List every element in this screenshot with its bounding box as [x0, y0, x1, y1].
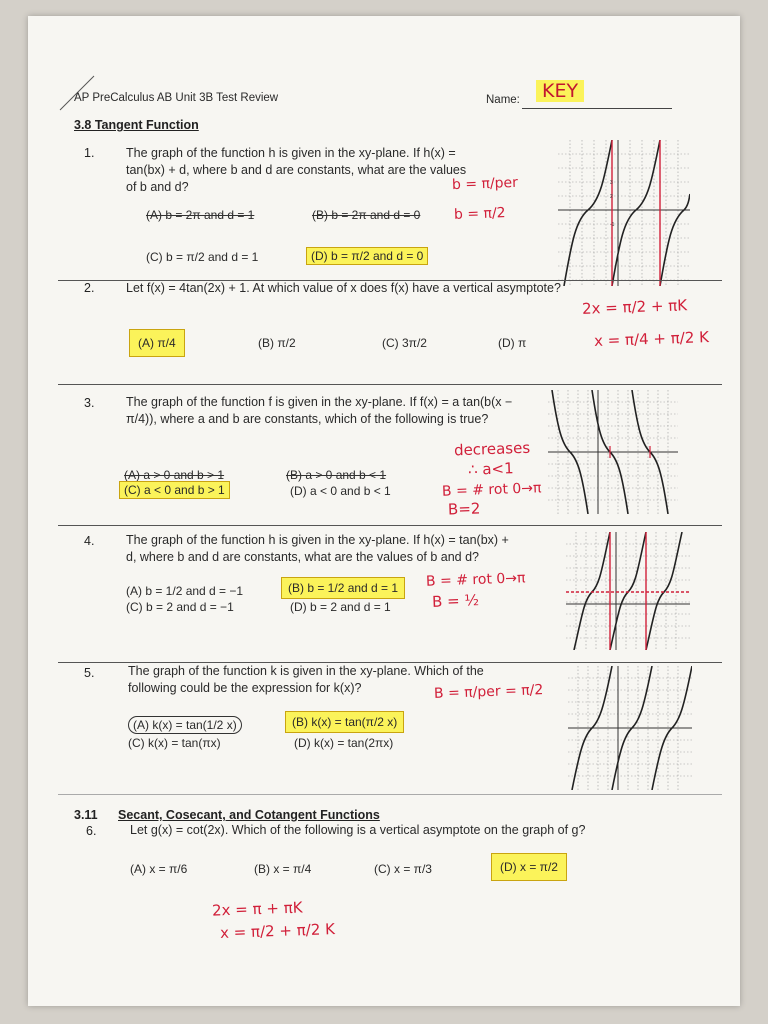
name-value: KEY: [536, 80, 584, 102]
q1-choice-d[interactable]: (D) b = π/2 and d = 0: [307, 248, 427, 264]
q3-choice-d[interactable]: (D) a < 0 and b < 1: [290, 484, 391, 498]
q6-choice-d[interactable]: (D) x = π/2: [492, 854, 566, 880]
q3-note-1: decreases: [453, 438, 531, 460]
question-1-text: The graph of the function h is given in the xy-plane. If h(x) = tan(bx) + d, where b and d are constants, what are the values of b and d?: [126, 146, 467, 194]
section-3-8-title: 3.8 Tangent Function: [74, 118, 199, 132]
q4-choice-c[interactable]: (C) b = 2 and d = −1: [126, 600, 234, 614]
q5-choice-a[interactable]: (A) k(x) = tan(1/2 x): [128, 716, 242, 734]
q3-choice-c[interactable]: (C) a < 0 and b > 1: [120, 482, 229, 498]
q6-note-1: 2x = π + πK: [211, 898, 303, 920]
question-3-number: 3.: [84, 396, 95, 410]
question-3-text: The graph of the function f is given in the xy-plane. If f(x) = a tan(b(x − π/4)), where a and b are constants, which of the following is true?: [126, 395, 513, 426]
q1-choice-c[interactable]: (C) b = π/2 and d = 1: [146, 250, 259, 264]
q1-choice-a[interactable]: (A) b = 2π and d = 1: [146, 208, 255, 222]
question-2-number: 2.: [84, 281, 95, 295]
q3-choice-a[interactable]: (A) a > 0 and b > 1: [124, 468, 225, 482]
q1-note-1: b = π/per: [451, 174, 519, 194]
q4-choice-a[interactable]: (A) b = 1/2 and d = −1: [126, 584, 244, 598]
q5-choice-c[interactable]: (C) k(x) = tan(πx): [128, 736, 221, 750]
question-5-text: The graph of the function k is given in the xy-plane. Which of the following could be the expression for k(x)?: [128, 664, 484, 695]
question-4-text: The graph of the function h is given in the xy-plane. If h(x) = tan(bx) + d, where b and d are constants, what are the values of b and d?: [126, 533, 509, 564]
q6-choice-c[interactable]: (C) x = π/3: [374, 862, 432, 876]
q5-note-1: B = π/per = π/2: [433, 682, 544, 702]
question-4-number: 4.: [84, 534, 95, 548]
q6-choice-b[interactable]: (B) x = π/4: [254, 862, 312, 876]
q5-choice-d[interactable]: (D) k(x) = tan(2πx): [294, 736, 394, 750]
question-1-number: 1.: [84, 146, 95, 160]
svg-text:-1: -1: [610, 222, 615, 228]
q5-choice-b[interactable]: (B) k(x) = tan(π/2 x): [286, 712, 403, 732]
q4-graph: [566, 532, 690, 650]
divider-2: [58, 384, 722, 385]
q6-note-2: x = π/2 + π/2 K: [219, 919, 336, 943]
name-underline: [522, 108, 672, 109]
q2-choice-a[interactable]: (A) π/4: [130, 330, 184, 356]
q3-note-4: B=2: [447, 499, 481, 519]
svg-text:3: 3: [610, 180, 613, 186]
name-label: Name:: [486, 94, 520, 106]
q4-note-1: B = # rot 0→π: [425, 570, 526, 590]
q2-note-1: 2x = π/2 + πK: [581, 296, 688, 318]
question-6-number: 6.: [86, 824, 97, 838]
q1-note-2: b = π/2: [453, 205, 506, 223]
q3-note-3: B = # rot 0→π: [441, 480, 542, 500]
question-5-number: 5.: [84, 666, 95, 680]
q6-choice-a[interactable]: (A) x = π/6: [130, 862, 188, 876]
q3-choice-b[interactable]: (B) a > 0 and b < 1: [286, 468, 387, 482]
q4-choice-b[interactable]: (B) b = 1/2 and d = 1: [282, 578, 404, 598]
question-2-text: Let f(x) = 4tan(2x) + 1. At which value of x does f(x) have a vertical asymptote?: [126, 281, 561, 295]
q1-choice-b[interactable]: (B) b = 2π and d = 0: [312, 208, 421, 222]
q2-choice-b[interactable]: (B) π/2: [258, 336, 296, 350]
q1-graph: [558, 140, 690, 286]
q4-note-2: B = ½: [431, 591, 480, 611]
svg-text:2: 2: [610, 194, 613, 200]
q4-choice-d[interactable]: (D) b = 2 and d = 1: [290, 600, 391, 614]
divider-5: [58, 794, 722, 795]
divider-3: [58, 525, 722, 526]
q3-graph: [548, 390, 678, 514]
section-3-11-title: Secant, Cosecant, and Cotangent Functions: [118, 808, 380, 822]
q2-note-2: x = π/4 + π/2 K: [593, 327, 710, 351]
q2-choice-d[interactable]: (D) π: [498, 336, 527, 350]
q3-note-2: ∴ a<1: [467, 459, 514, 479]
q2-choice-c[interactable]: (C) 3π/2: [382, 336, 427, 350]
q5-graph: [568, 666, 692, 790]
worksheet-page: [28, 16, 740, 1006]
question-6-text: Let g(x) = cot(2x). Which of the following is a vertical asymptote on the graph of g?: [130, 823, 586, 837]
section-3-11-number: 3.11: [74, 808, 98, 822]
worksheet-title: AP PreCalculus AB Unit 3B Test Review: [74, 92, 279, 104]
